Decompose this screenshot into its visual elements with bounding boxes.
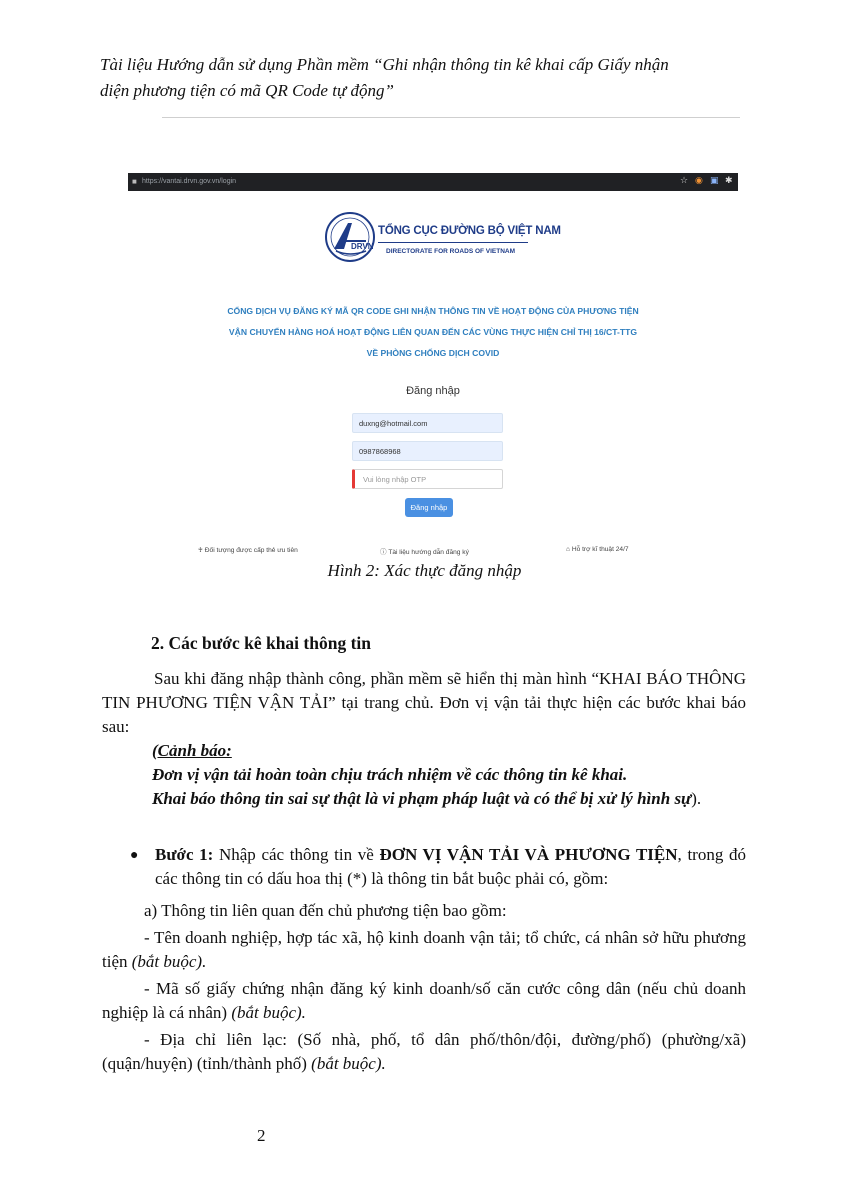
portal-title-line: CỔNG DỊCH VỤ ĐĂNG KÝ MÃ QR CODE GHI NHẬN THÔNG TIN VỀ HOẠT ĐỘNG CỦA PHƯƠNG TIỆN: [227, 306, 639, 316]
item-a: a) Thông tin liên quan đến chủ phương tiện bao gồm:: [144, 901, 507, 920]
portal-title-line: VỀ PHÒNG CHỐNG DỊCH COVID: [366, 348, 500, 358]
figure-caption: Hình 2: Xác thực đăng nhập: [327, 561, 522, 580]
browser-url[interactable]: https://vantai.drvn.gov.vn/login: [142, 178, 237, 185]
phone-field[interactable]: 0987868968: [352, 441, 503, 461]
bullet-icon: ●: [130, 848, 139, 863]
warning-label-text: (Cảnh báo:: [152, 741, 232, 760]
group-icon: ♰: [198, 547, 203, 554]
item-text: - Mã số giấy chứng nhận đăng ký kinh doanh/số căn cước công dân (nếu chủ doanh nghiệp là cá nhân): [102, 979, 746, 1022]
portal-title-line: VẬN CHUYỂN HÀNG HOÁ HOẠT ĐỘNG LIÊN QUAN ĐẾN CÁC VÙNG THỰC HIỆN CHỈ THỊ 16/CT-TTG: [228, 327, 638, 337]
item-text: - Tên doanh nghiệp, hợp tác xã, hộ kinh doanh vận tải; tổ chức, cá nhân sở hữu phương tiện: [102, 928, 746, 971]
org-name: TỔNG CỤC ĐƯỜNG BỘ VIỆT NAM: [378, 225, 561, 237]
item-owner-name: [102, 926, 746, 974]
item-address: [102, 1028, 746, 1076]
item-text: - Địa chỉ liên lạc: (Số nhà, phố, tổ dân phố/thôn/đội, đường/phố) (phường/xã) (quận/huyện) (tỉnh/thành phố): [102, 1030, 746, 1073]
footer-link-label: Tài liệu hướng dẫn đăng ký: [388, 549, 469, 556]
footer-link-priority[interactable]: [198, 546, 298, 554]
step-1: [155, 843, 746, 891]
footer-link-guide[interactable]: [380, 546, 469, 556]
warning-line-2-text: Khai báo thông tin sai sự thật là vi phạm pháp luật và có thể bị xử lý hình sự: [152, 789, 692, 808]
home-icon: ⌂: [566, 546, 570, 553]
otp-input[interactable]: Vui lòng nhập OTP: [352, 469, 503, 489]
help-icon: ⓘ: [380, 549, 387, 556]
login-screenshot: [128, 173, 738, 558]
star-icon[interactable]: ☆: [680, 176, 689, 186]
warning-label: [152, 739, 752, 763]
warning-line-2: [152, 787, 752, 811]
lock-icon: ■: [132, 177, 137, 186]
portal-title: [128, 301, 738, 364]
browser-toolbar-icons: [680, 175, 734, 187]
extension-icon[interactable]: ◉: [695, 176, 703, 186]
item-business-code: [102, 977, 746, 1025]
required-note: (bắt buộc).: [131, 952, 207, 971]
logo-text: DRVN: [351, 242, 374, 251]
org-divider: [378, 242, 528, 243]
step-1-bold: ĐƠN VỊ VẬN TẢI VÀ PHƯƠNG TIỆN: [379, 845, 678, 864]
footer-link-label: Đối tượng được cấp thẻ ưu tiên: [204, 547, 298, 554]
section-heading: 2. Các bước kê khai thông tin: [151, 633, 372, 653]
page-number: 2: [257, 1126, 266, 1145]
puzzle-icon[interactable]: ✱: [725, 176, 733, 186]
email-field[interactable]: duxng@hotmail.com: [352, 413, 503, 433]
step-1-text-cont: , trong đó các thông tin có dấu hoa thị (*) là thông tin bắt buộc phải có, gồm:: [155, 845, 746, 888]
step-1-text: Nhập các thông tin về: [213, 845, 380, 864]
required-note: (bắt buộc).: [311, 1054, 386, 1073]
step-1-label: Bước 1:: [155, 845, 214, 864]
warning-close: ).: [691, 789, 702, 808]
login-heading: Đăng nhập: [406, 385, 460, 397]
drvn-logo-icon: [324, 211, 376, 263]
warning-line-1: Đơn vị vận tải hoàn toàn chịu trách nhiệm về các thông tin kê khai.: [152, 765, 628, 784]
extension-icon[interactable]: ▣: [710, 176, 719, 186]
footer-link-label: Hỗ trợ kĩ thuật 24/7: [571, 546, 629, 553]
header-divider: [162, 117, 740, 118]
browser-address-bar: [128, 173, 738, 191]
header-line-1: Tài liệu Hướng dẫn sử dụng Phần mềm “Ghi nhận thông tin kê khai cấp Giấy nhận: [100, 55, 669, 74]
footer-link-support[interactable]: [566, 546, 629, 553]
document-header: [100, 52, 748, 104]
header-line-2: diện phương tiện có mã QR Code tự động”: [100, 81, 394, 100]
login-button[interactable]: Đăng nhập: [405, 498, 453, 517]
required-note: (bắt buộc).: [231, 1003, 306, 1022]
org-name-english: DIRECTORATE FOR ROADS OF VIETNAM: [386, 248, 516, 255]
intro-paragraph: Sau khi đăng nhập thành công, phần mềm sẽ hiển thị màn hình “KHAI BÁO THÔNG TIN PHƯƠNG TIỆN VẬN TẢI” tại trang chủ. Đơn vị vận tải thực hiện các bước khai báo sau:: [102, 669, 746, 736]
